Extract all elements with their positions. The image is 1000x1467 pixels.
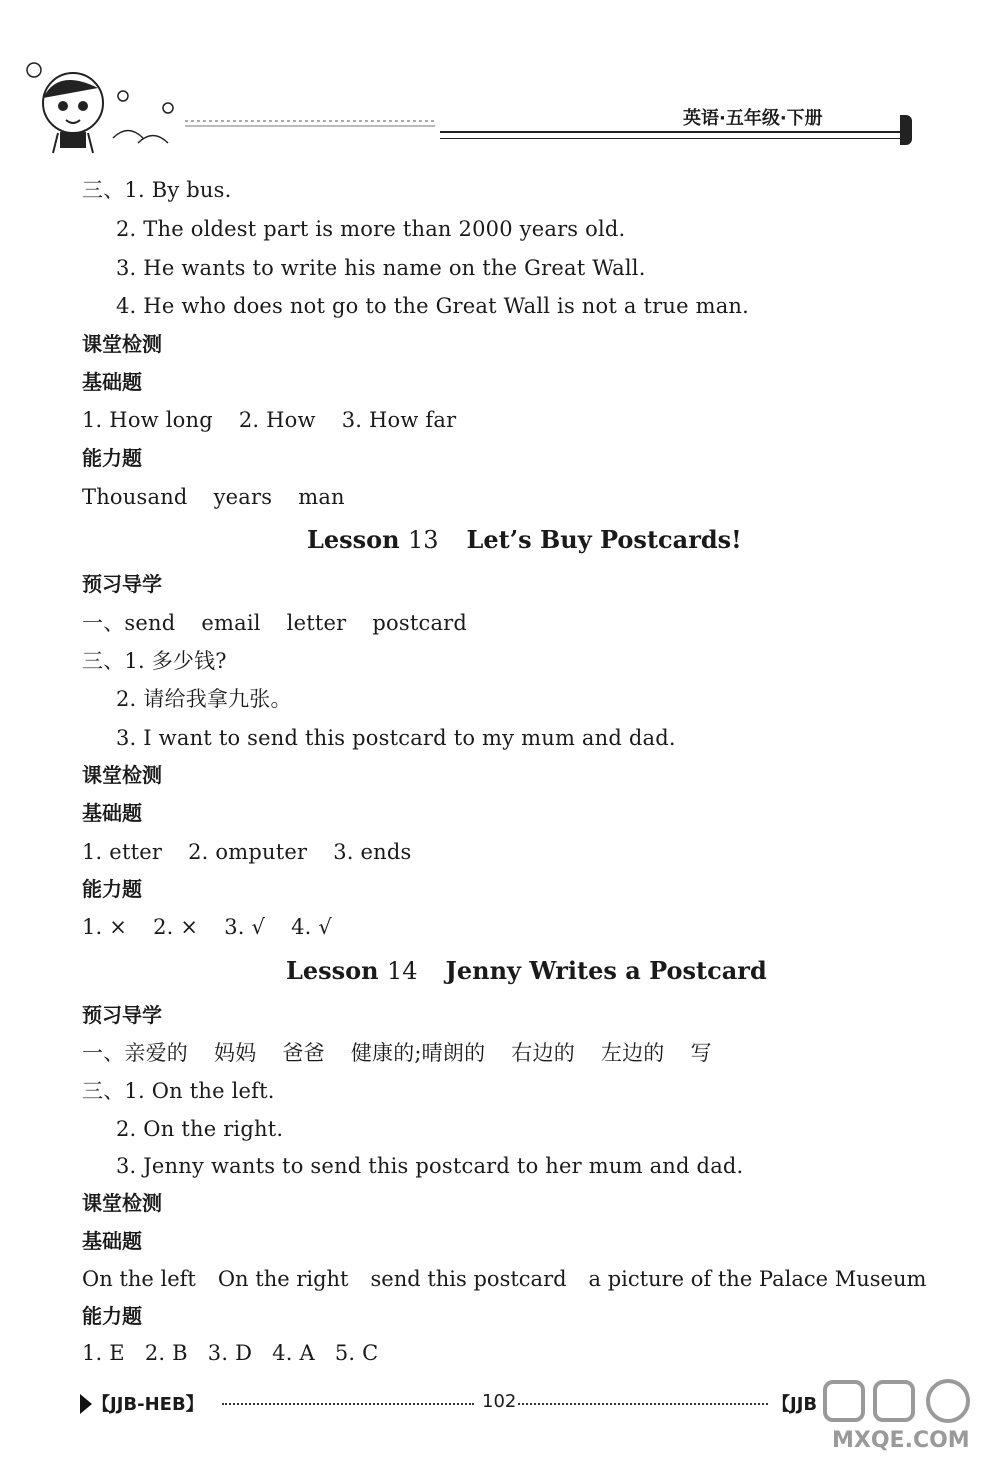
answer-item: 一、亲爱的 <box>82 1041 188 1065</box>
footer-left-tag: 【JJB-HEB】 <box>92 1394 204 1415</box>
answer-item: 3. How far <box>341 408 457 432</box>
footer-divider <box>518 1403 768 1405</box>
section-label: 课堂检测 <box>82 763 162 787</box>
answer-item: man <box>298 485 345 509</box>
section-label: 基础题 <box>82 1229 142 1253</box>
lesson-title: Jenny Writes a Postcard <box>445 956 767 985</box>
lesson-number: 13 <box>407 526 439 554</box>
answer-item: email <box>201 611 261 635</box>
lesson-title: Let’s Buy Postcards! <box>466 525 742 554</box>
answer-item: 健康的;晴朗的 <box>350 1041 486 1065</box>
answer-row <box>82 483 345 511</box>
answer-item: 写 <box>690 1041 712 1065</box>
lesson-word: Lesson <box>286 956 379 985</box>
answer-line: 三、1. 多少钱? <box>82 649 227 673</box>
answer-item: 2. omputer <box>188 840 308 864</box>
answer-item: 左边的 <box>600 1041 665 1065</box>
answer-item: 3. D <box>207 1341 253 1365</box>
answer-item: 妈妈 <box>214 1041 257 1065</box>
answer-item: letter <box>286 611 347 635</box>
answer-item: 一、send <box>82 611 176 635</box>
answer-item: 1. E <box>82 1341 125 1365</box>
footer-arrow-icon <box>80 1394 92 1414</box>
footer-divider <box>222 1403 474 1405</box>
answer-line: 4. He who does not go to the Great Wall is not a true man. <box>116 294 750 318</box>
answer-row <box>82 913 332 941</box>
header-subject: 英语·五年级·下册 <box>683 108 823 129</box>
answer-row <box>82 1265 926 1293</box>
answer-item: 爸爸 <box>282 1041 325 1065</box>
header-rule-decor <box>185 112 445 130</box>
watermark-text: MXQE.COM <box>832 1428 970 1453</box>
answer-row <box>82 1339 378 1367</box>
answer-row <box>82 1039 712 1067</box>
answer-item: 2. × <box>153 915 199 939</box>
watermark-logo-icon <box>820 1378 980 1428</box>
section-label: 能力题 <box>82 877 142 901</box>
section-label: 能力题 <box>82 446 142 470</box>
answer-line: 三、1. On the left. <box>82 1079 275 1103</box>
answer-item: On the right <box>217 1267 349 1291</box>
answer-item: years <box>213 485 273 509</box>
answer-item: 右边的 <box>511 1041 575 1065</box>
answer-row <box>82 609 467 637</box>
answer-row <box>82 838 412 866</box>
answer-item: 2. How <box>238 408 316 432</box>
section-label: 基础题 <box>82 370 142 394</box>
header-mascot-icon <box>18 58 188 158</box>
section-label: 预习导学 <box>82 572 162 596</box>
answer-item: 3. ends <box>333 840 412 864</box>
lesson-heading <box>286 955 767 987</box>
answer-item: On the left <box>82 1267 196 1291</box>
answer-item: 1. etter <box>82 840 163 864</box>
answer-item: 1. How long <box>82 408 213 432</box>
answer-item: 3. √ <box>224 915 266 939</box>
lesson-heading <box>307 524 742 556</box>
section-label: 基础题 <box>82 801 142 825</box>
lesson-word: Lesson <box>307 525 400 554</box>
lesson-number: 14 <box>386 957 418 985</box>
answer-row <box>82 406 456 434</box>
answer-item: 2. B <box>144 1341 188 1365</box>
section-label: 课堂检测 <box>82 332 162 356</box>
answer-item: postcard <box>372 611 468 635</box>
answer-line: 2. On the right. <box>116 1117 284 1141</box>
header-tab-icon <box>900 115 912 145</box>
answer-item: 4. √ <box>291 915 333 939</box>
section-label: 课堂检测 <box>82 1191 162 1215</box>
answer-item: a picture of the Palace Museum <box>588 1267 927 1291</box>
answer-line: 3. He wants to write his name on the Great Wall. <box>116 256 646 280</box>
section-label: 预习导学 <box>82 1003 162 1027</box>
answer-line: 2. 请给我拿九张。 <box>116 687 292 711</box>
answer-item: 4. A <box>272 1341 315 1365</box>
section-label: 能力题 <box>82 1304 142 1328</box>
answer-item: 1. × <box>82 915 128 939</box>
answer-item: 5. C <box>334 1341 379 1365</box>
answer-line: 三、1. By bus. <box>82 178 232 202</box>
footer-right-tag: 【JJB <box>772 1394 818 1415</box>
header-rule <box>440 131 905 139</box>
answer-line: 3. I want to send this postcard to my mum and dad. <box>116 726 676 750</box>
answer-item: send this postcard <box>370 1267 567 1291</box>
answer-line: 3. Jenny wants to send this postcard to her mum and dad. <box>116 1154 744 1178</box>
answer-line: 2. The oldest part is more than 2000 years old. <box>116 217 626 241</box>
answer-item: Thousand <box>82 485 188 509</box>
page-number: 102 <box>482 1391 517 1412</box>
